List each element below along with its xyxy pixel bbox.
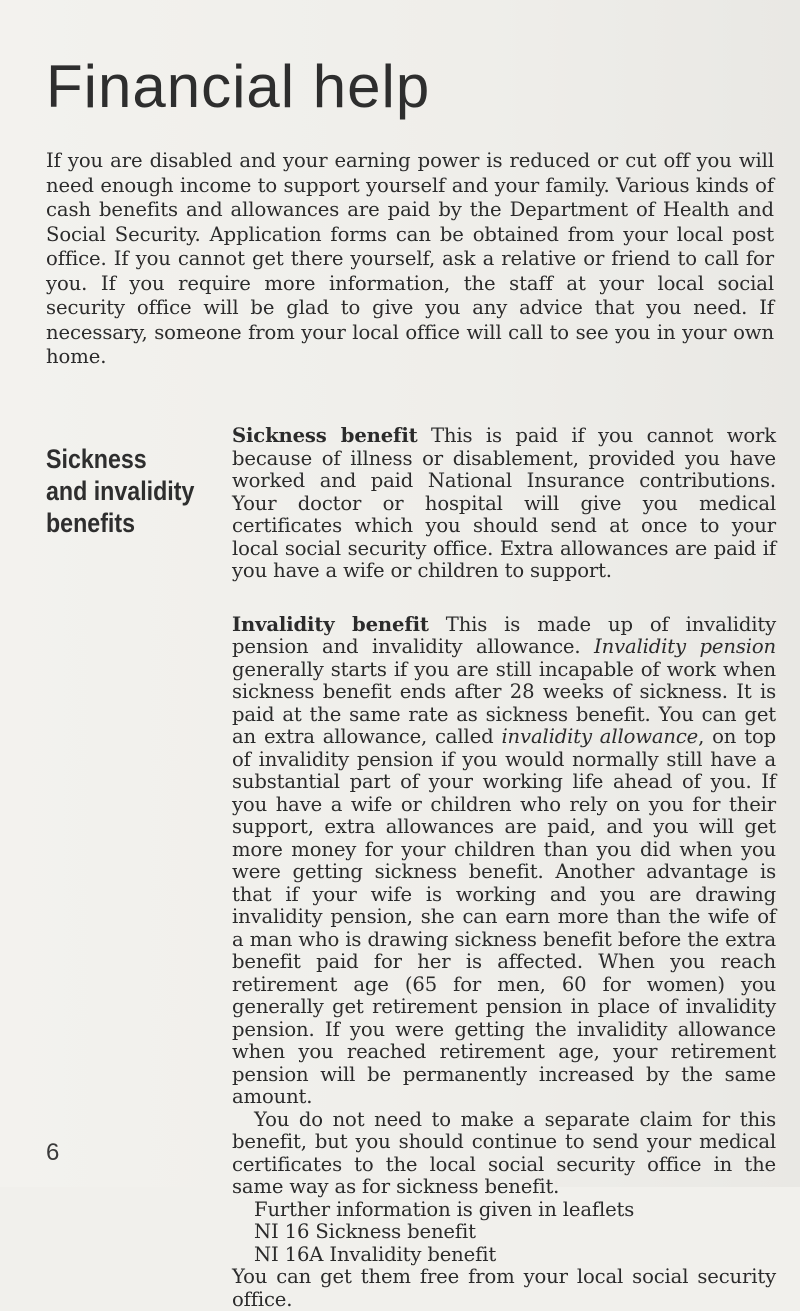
section-heading [46, 443, 235, 539]
section-heading-line-3: benefits [46, 508, 136, 538]
section-heading-line-2: and invalidity [46, 476, 195, 506]
invalidity-benefit-text-3: , on top of invalidity pension if you would normally still have a substantial part of your working life ahead of you. If you have a wife or children who rely on you for their support, extra allowances are paid, and you will get more money for your children than you did when you were getting sickness benefit. Another advantage is that if your wife is working and you are drawing invalidity pension, she can earn more than the wife of a man who is drawing sickness benefit before the extra benefit paid for her is affected. When you reach retirement age (65 for men, 60 for women) you generally get retirement pension in place of invalidity pension. If you were getting the invalidity allowance when you reached retirement age, your retirement pension will be permanently increased by the same amount. [232, 725, 776, 1108]
leaflet-intro: Further information is given in leaflets [254, 1197, 635, 1221]
sickness-benefit-text: This is paid if you cannot work because of illness or disablement, provided you have worked and paid National Insurance contributions. Your doctor or hospital will give you medical certificates which you should send at once to your local social security office. Extra allowances are paid if you have a wife or children to support. [232, 424, 776, 582]
claim-paragraph: You do not need to make a separate claim for this benefit, but you should continue to send your medical certificates to the local social security office in the same way as for sickness benefit. [232, 1107, 776, 1198]
invalidity-allowance-term: invalidity allowance [501, 725, 699, 748]
closing-line: You can get them free from your local social security office. [232, 1265, 776, 1311]
paragraph-gap [232, 583, 776, 614]
leaflet-item-ni16a: NI 16A Invalidity benefit [254, 1242, 497, 1266]
invalidity-benefit-lead: Invalidity benefit [232, 612, 429, 636]
invalidity-pension-term: Invalidity pension [594, 635, 776, 658]
section-heading-line-1: Sickness [46, 444, 147, 474]
page-number: 6 [46, 1139, 60, 1166]
leaflet-item-ni16: NI 16 Sickness benefit [254, 1220, 476, 1243]
invalidity-benefit-text-2: generally starts if you are still incapable of work when sickness benefit ends after 28 weeks of sickness. It is paid at the same rate as sickness benefit. You can get an extra allowance, called [232, 657, 776, 748]
section-body [232, 425, 776, 1311]
invalidity-benefit-paragraph [232, 614, 776, 1109]
leaflet-list [232, 1199, 776, 1267]
intro-paragraph: If you are disabled and your earning power is reduced or cut off you will need enough income to support yourself and your family. Various kinds of cash benefits and allowances are paid by the Department of Health and Social Security. Application forms can be obtained from your local post office. If you cannot get there yourself, ask a relative or friend to call for you. If you require more information, the staff at your local social security office will be glad to give you any advice that you need. If necessary, someone from your local office will call to see you in your own home. [46, 149, 774, 368]
invalidity-benefit-text-1: This is made up of invalidity pension and invalidity allowance. [232, 612, 776, 658]
sickness-benefit-paragraph [232, 425, 776, 583]
page-title: Financial help [46, 53, 431, 120]
sickness-benefit-lead: Sickness benefit [232, 424, 418, 447]
